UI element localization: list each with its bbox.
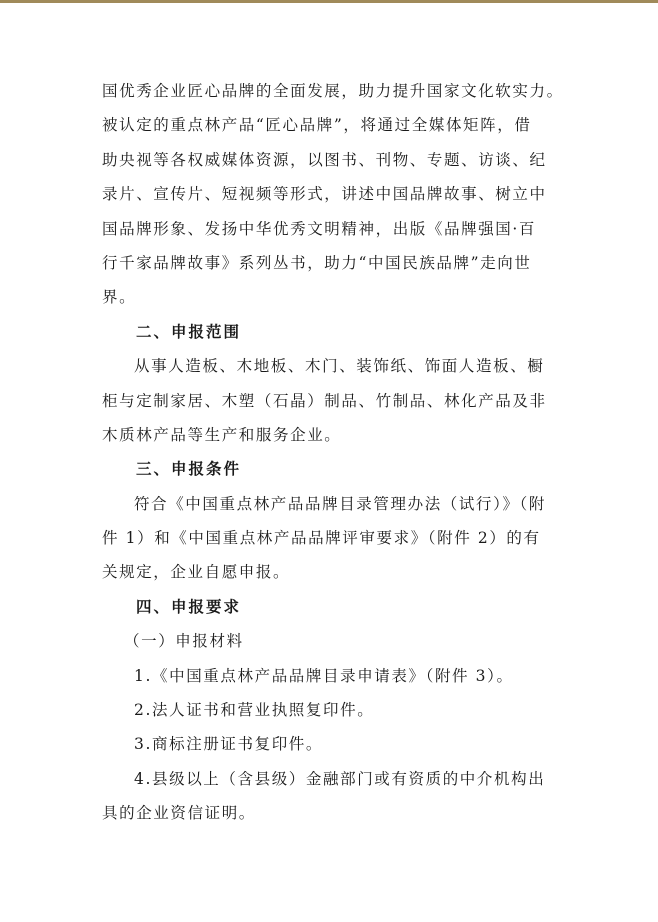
list-item: 2.法人证书和营业执照复印件。 <box>134 701 375 720</box>
paragraph-line: 界。 <box>102 288 137 307</box>
paragraph-line: 国优秀企业匠心品牌的全面发展，助力提升国家文化软实力。 <box>102 82 564 100</box>
document-body <box>102 74 562 831</box>
section-heading-requirements: 四、申报要求 <box>136 596 242 616</box>
section-heading-scope: 二、申报范围 <box>136 321 242 341</box>
paragraph-line: 木质林产品等生产和服务企业。 <box>102 425 342 444</box>
section-heading-conditions: 三、申报条件 <box>136 459 242 479</box>
list-item: 4.县级以上（含县级）金融部门或有资质的中介机构出 <box>134 769 546 788</box>
paragraph-line: 柜与定制家居、木塑（石晶）制品、竹制品、林化产品及非 <box>102 391 547 410</box>
list-item: 1.《中国重点林产品品牌目录申请表》（附件 3）。 <box>134 666 514 685</box>
paragraph-line: 行千家品牌故事》系列丛书，助力“中国民族品牌”走向世 <box>102 253 532 272</box>
paragraph-line: 具的企业资信证明。 <box>102 804 256 823</box>
paragraph-line: 录片、宣传片、短视频等形式，讲述中国品牌故事、树立中 <box>102 185 547 204</box>
top-border-rule <box>0 0 658 3</box>
paragraph-line: 国品牌形象、发扬中华优秀文明精神，出版《品牌强国·百 <box>102 219 537 238</box>
paragraph-line: 被认定的重点林产品“匠心品牌”，将通过全媒体矩阵，借 <box>102 116 532 135</box>
subsection-heading-materials: （一）申报材料 <box>124 632 244 651</box>
paragraph-line: 件 1）和《中国重点林产品品牌评审要求》（附件 2）的有 <box>102 529 541 548</box>
paragraph-line: 从事人造板、木地板、木门、装饰纸、饰面人造板、橱 <box>134 357 545 376</box>
paragraph-line: 助央视等各权威媒体资源，以图书、刊物、专题、访谈、纪 <box>102 150 547 169</box>
paragraph-line: 符合《中国重点林产品品牌目录管理办法（试行）》（附 <box>134 494 547 513</box>
paragraph-line: 关规定，企业自愿申报。 <box>102 563 291 582</box>
list-item: 3.商标注册证书复印件。 <box>134 735 323 754</box>
